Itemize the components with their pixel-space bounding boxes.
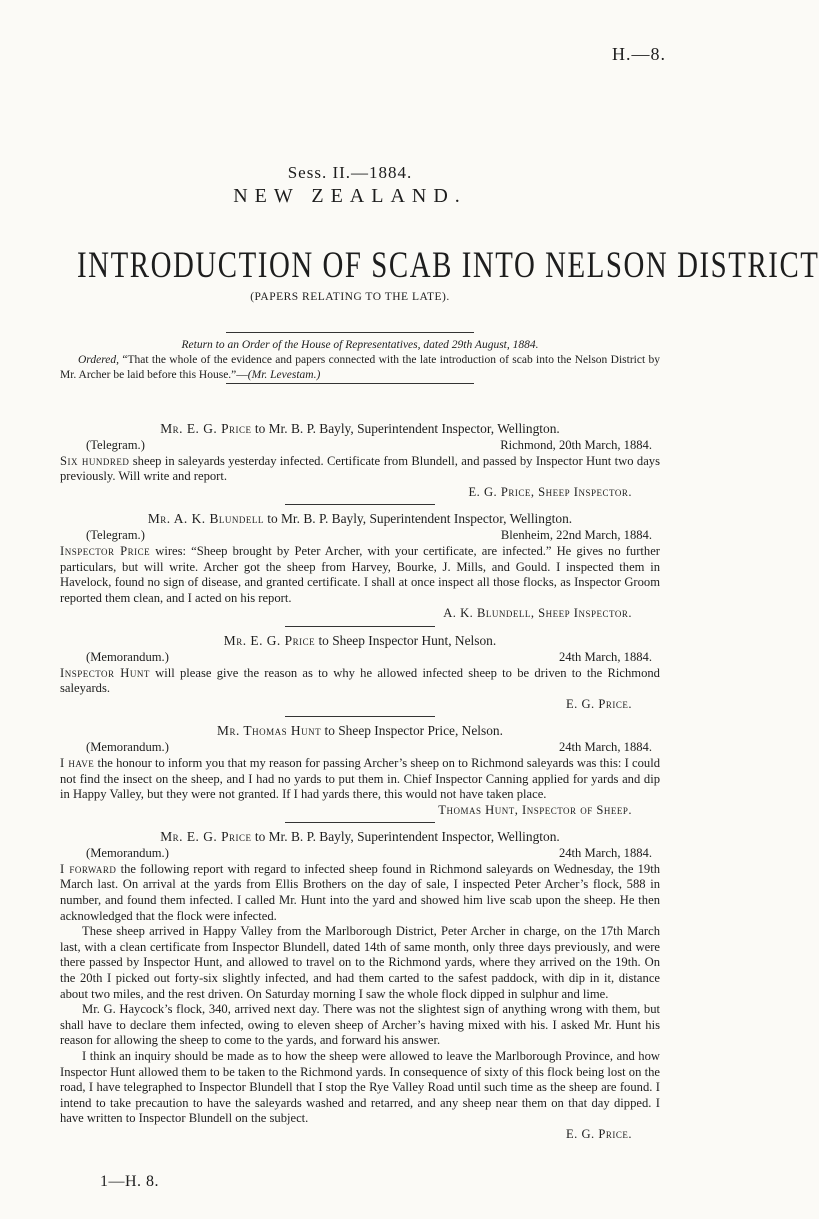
letter-text: sheep in saleyards yesterday infected. Certificate from Blundell, and passed by Inspector Hunt two days previously. Will write and report. [60, 453, 660, 484]
letter-meta [60, 846, 660, 862]
letter-paragraph [60, 666, 660, 697]
letter-from: Mr. Thomas Hunt [217, 723, 322, 739]
letter-from: Mr. E. G. Price [160, 421, 252, 436]
letter-separator [285, 822, 435, 823]
letter-heading [60, 722, 660, 740]
letter-to: to Sheep Inspector Price, Nelson. [324, 723, 503, 739]
letter-place-date: 24th March, 1884. [558, 846, 652, 861]
letter [60, 420, 660, 500]
letter-text: will please give the reason as to why he allowed infected sheep to be driven to the Richmond saleyards. [60, 665, 660, 696]
letter-kind: (Memorandum.) [86, 740, 169, 755]
letter-lead: I forward [60, 861, 117, 876]
letter-to: to Mr. B. P. Bayly, Superintendent Inspector, Wellington. [267, 511, 573, 527]
title-rule [226, 332, 474, 333]
letter-lead: Inspector Hunt [60, 665, 150, 680]
letter-signature: Thomas Hunt, Inspector of Sheep. [438, 802, 632, 817]
letter-lead: Inspector Price [60, 543, 151, 558]
document-title: INTRODUCTION OF SCAB INTO NELSON DISTRICT [77, 245, 819, 286]
letter-from: Mr. A. K. Blundell [147, 511, 264, 527]
letter-meta [60, 528, 660, 544]
letter-text: the following report with regard to infected sheep found in Richmond saleyards on Wednesday, the 19th March last. On arrival at the yards from Ellis Brothers on the day of sale, I inspected Peter Archer’s flock, 588 in number, and found them infected. I called Mr. Hunt into the yard and showed him live scab upon the sheep. He then acknowledged that the flock were infected. [60, 861, 660, 923]
letter-place-date: 24th March, 1884. [558, 649, 652, 664]
page-footer: 1—H. 8. [100, 1173, 160, 1190]
letter-text: wires: “Sheep brought by Peter Archer, with your certificate, are infected.” He gives no further particulars, but will write. Archer got the sheep from Harvey, Bourke, J. Mills, and Gould. I inspected them in Havelock, found no sign of disease, and granted certificate. I shall at once inspect all those flocks, as Inspector Groom reported them clean, and I acted on his report. [60, 543, 660, 605]
letter-paragraph [60, 544, 660, 606]
letter [60, 828, 660, 1142]
letter-paragraph [60, 862, 660, 924]
letter-paragraph: Mr. G. Haycock’s flock, 340, arrived next day. There was not the slightest sign of anything wrong with them, but shall have to declare them infected, owing to eleven sheep of Archer’s having mixed with his. I asked Mr. Hunt his reason for allowing the sheep to come to the yards, and forward his answer. [60, 1002, 660, 1048]
letter-kind: (Telegram.) [86, 438, 145, 452]
letter-place-date: 24th March, 1884. [558, 740, 652, 755]
letter-meta [60, 438, 660, 454]
letter-heading [60, 828, 660, 846]
letter [60, 510, 660, 622]
letter-paragraph: I think an inquiry should be made as to how the sheep were allowed to leave the Marlborough Province, and how Inspector Hunt allowed them to be taken to the Richmond yards. In consequence of sixty of this flock being lost on the road, I have telegraphed to Inspector Blundell that I stop the Rye Valley Road until such time as the sheep are found. I intend to take precaution to have the saleyards washed and retarred, and any sheep near them on that day dipped. I have written to Inspector Blundell on the subject. [60, 1049, 660, 1126]
correspondence [60, 420, 660, 1143]
letter-separator [285, 626, 435, 627]
letter-kind: (Telegram.) [86, 528, 145, 543]
return-line: Return to an Order of the House of Representatives, dated 29th August, 1884. [181, 339, 539, 351]
letter-kind: (Memorandum.) [86, 649, 169, 664]
letter-kind: (Memorandum.) [86, 846, 169, 861]
session-line: Sess. II.—1884. [287, 163, 413, 182]
letter-signature: E. G. Price. [565, 696, 632, 711]
order-rule [226, 383, 474, 384]
ordered-paragraph [60, 353, 660, 383]
letter-heading [60, 420, 660, 438]
letter-paragraph: These sheep arrived in Happy Valley from the Marlborough District, Peter Archer in charge, on the 17th March last, with a clean certificate from Inspector Blundell, dated 14th of same month, only three days previously, and were there passed by Inspector Hunt, and allowed to travel on to the Richmond yards, where they arrived on the 19th. On the 20th I picked out forty-six slightly infected, and had them carted to the safest paddock, with dip in it, distance about two miles, and the rest driven. On Saturday morning I saw the whole flock dipped in sulphur and lime. [60, 924, 660, 1001]
document-subtitle: (PAPERS RELATING TO THE LATE). [250, 291, 450, 303]
letter-meta [60, 740, 660, 756]
letter-separator [285, 716, 435, 717]
letter-to: to Sheep Inspector Hunt, Nelson. [318, 632, 497, 648]
letter-lead: I have [60, 755, 95, 770]
letter [60, 722, 660, 818]
ordered-text: “That the whole of the evidence and papers connected with the late introduction of scab into the Nelson District by Mr. Archer be laid before this House.”— [60, 354, 660, 381]
letter-text: the honour to inform you that my reason for passing Archer’s sheep on to Richmond saleyards was this: I could not find the insect on the sheep, and I had no yards to put them in. Chief Inspector Canning applied for yards and dip in Happy Valley, but they were not granted. If I had yards there, this would not have taken place. [60, 755, 660, 802]
letter-from: Mr. E. G. Price [223, 632, 316, 648]
letter-paragraph [60, 756, 660, 803]
letter-place-date: Blenheim, 22nd March, 1884. [500, 528, 652, 543]
letter-place-date: Richmond, 20th March, 1884. [500, 438, 652, 452]
letter-from: Mr. E. G. Price [160, 829, 252, 845]
letter-lead: Six hundred [60, 453, 130, 468]
letter-paragraph [60, 454, 660, 485]
letter [60, 632, 660, 712]
letter-heading [60, 632, 660, 650]
page-reference: H.—8. [612, 44, 666, 64]
letter-to: to Mr. B. P. Bayly, Superintendent Inspector, Wellington. [254, 421, 560, 436]
mover: (Mr. Levestam.) [247, 369, 321, 381]
ordered-label: Ordered, [78, 354, 119, 366]
letter-signature: E. G. Price, Sheep Inspector. [468, 484, 632, 499]
letter-meta [60, 650, 660, 666]
letter-signature: A. K. Blundell, Sheep Inspector. [443, 606, 632, 621]
country-line: NEW ZEALAND. [233, 185, 467, 207]
order-block [60, 338, 660, 383]
letter-separator [285, 504, 435, 505]
letter-heading [60, 510, 660, 528]
letter-signature: E. G. Price. [565, 1126, 632, 1141]
letter-to: to Mr. B. P. Bayly, Superintendent Inspector, Wellington. [254, 829, 560, 845]
